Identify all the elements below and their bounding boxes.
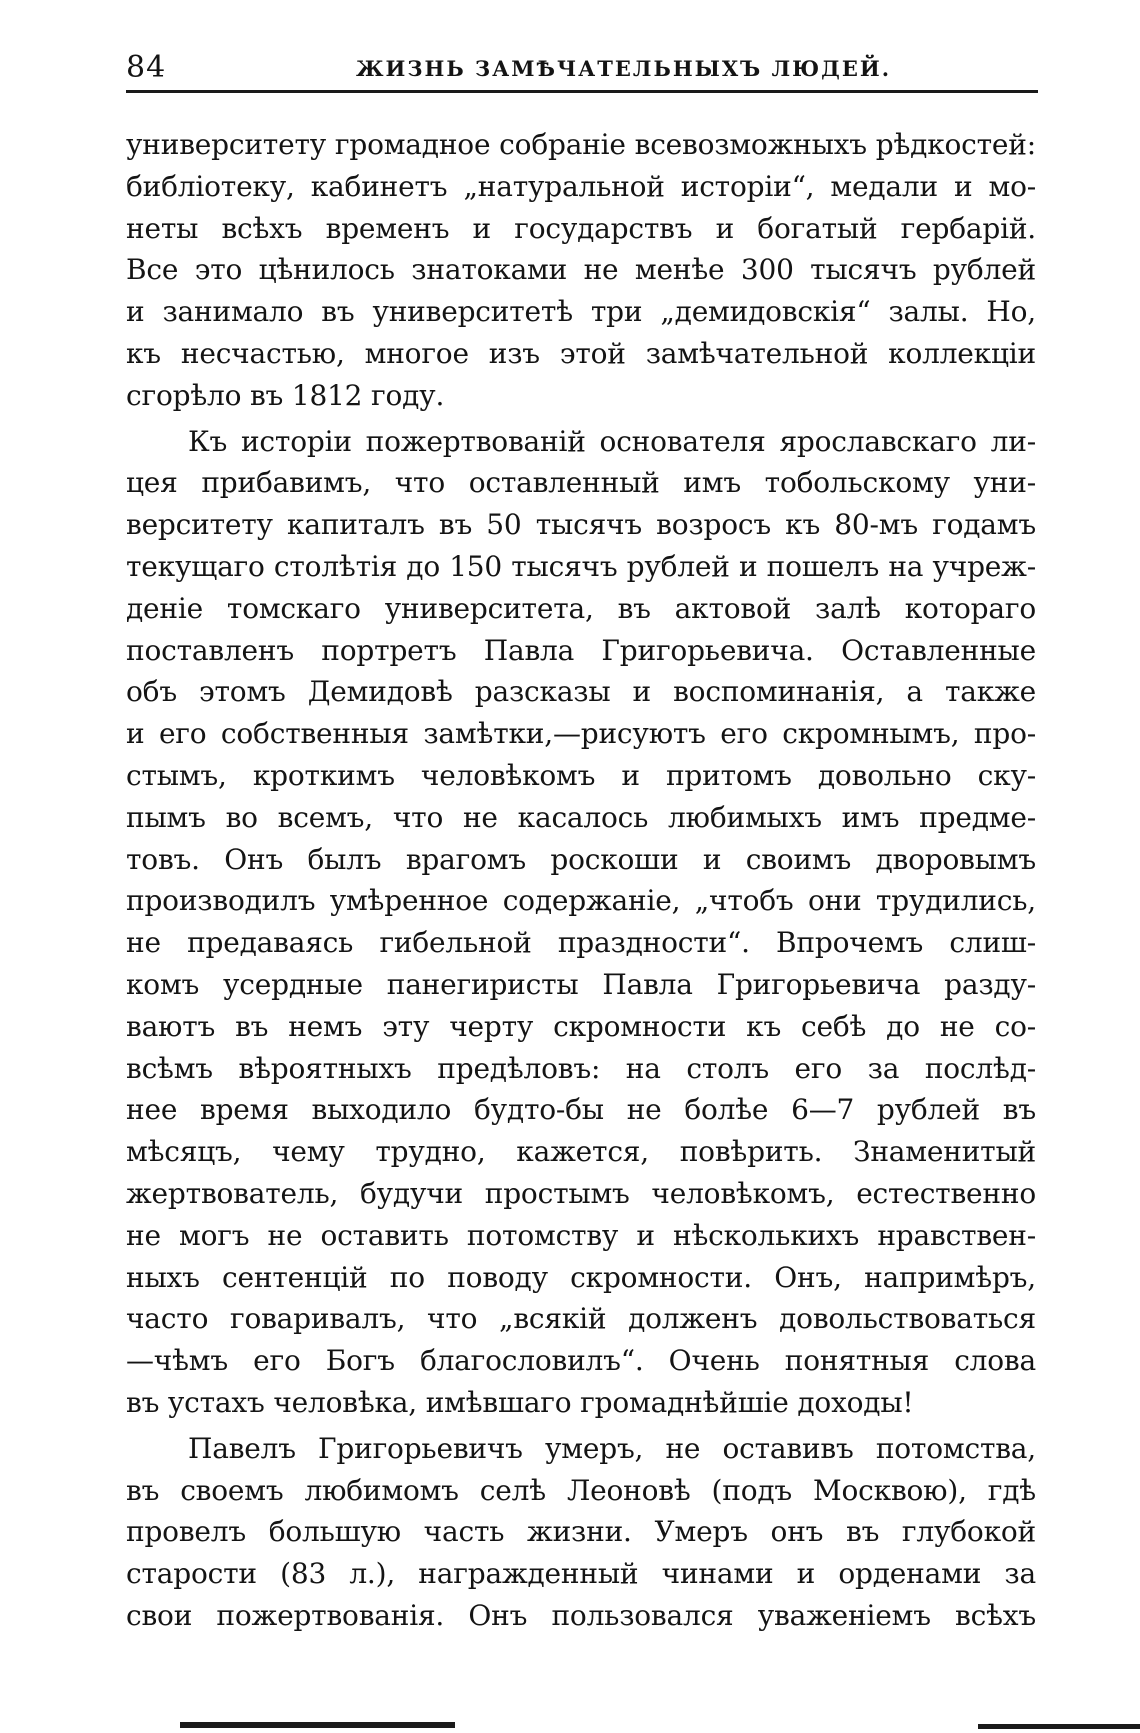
page-header [126, 48, 1036, 88]
paragraph [126, 1428, 1036, 1637]
text-line: всѣмъ вѣроятныхъ предѣловъ: на столъ его за послѣд- [126, 1051, 1036, 1085]
text-line: деніе томскаго университета, въ актовой залѣ котораго [126, 591, 1036, 625]
text-line: университету громадное собраніе всевозможныхъ рѣдкостей: [126, 128, 1036, 161]
page-number: 84 [126, 50, 167, 85]
text-line: ваютъ въ немъ эту черту скромности къ себѣ до не со- [126, 1009, 1036, 1043]
text-line: объ этомъ Демидовѣ разсказы и воспоминанія, а также [126, 675, 1036, 709]
text-line: свои пожертвованія. Онъ пользовался уваженіемъ всѣхъ [126, 1598, 1036, 1632]
text-line: часто говаривалъ, что „всякій долженъ довольствоваться [126, 1302, 1036, 1336]
text-line: ныхъ сентенцій по поводу скромности. Онъ, напримѣръ, [126, 1260, 1036, 1294]
text-line: въ устахъ человѣка, имѣвшаго громаднѣйшіе доходы! [126, 1385, 914, 1419]
text-line: нее время выходило будто-бы не болѣе 6—7 рублей въ [126, 1093, 1036, 1127]
text-line: мѣсяцъ, чему трудно, кажется, повѣрить. Знаменитый [126, 1135, 1036, 1169]
text-line: и занимало въ университетѣ три „демидовскія“ залы. Но, [126, 295, 1036, 329]
text-line: старости (83 л.), награжденный чинами и орденами за [126, 1557, 1036, 1591]
text-line: сгорѣло въ 1812 году. [126, 378, 445, 412]
text-line: провелъ большую часть жизни. Умеръ онъ въ глубокой [126, 1515, 1036, 1549]
text-line: стымъ, кроткимъ человѣкомъ и притомъ довольно ску- [126, 758, 1036, 792]
text-line: поставленъ портретъ Павла Григорьевича. Оставленные [126, 633, 1036, 667]
text-line: неты всѣхъ временъ и государствъ и богатый гербарій. [126, 211, 1036, 245]
paragraph [126, 421, 1036, 1424]
text-line: цея прибавимъ, что оставленный имъ тобольскому уни- [126, 466, 1036, 500]
text-line: пымъ во всемъ, что не касалось любимыхъ имъ предме- [126, 800, 1036, 834]
running-title: ЖИЗНЬ ЗАМѢЧАТЕЛЬНЫХЪ ЛЮДЕЙ. [356, 56, 892, 81]
text-line: Павелъ Григорьевичъ умеръ, не оставивъ потомства, [188, 1431, 1036, 1465]
text-line: верситету капиталъ въ 50 тысячъ возросъ къ 80-мъ годамъ [126, 508, 1036, 542]
paragraph [126, 124, 1036, 417]
bottom-edge-rule-left [180, 1722, 455, 1728]
text-line: —чѣмъ его Богъ благословилъ“. Очень понятныя слова [126, 1344, 1036, 1378]
text-line: производилъ умѣренное содержаніе, „чтобъ они трудились, [126, 884, 1036, 918]
text-line: не предаваясь гибельной праздности“. Впрочемъ слиш- [126, 926, 1036, 960]
body-text [126, 124, 1036, 1637]
text-line: товъ. Онъ былъ врагомъ роскоши и своимъ дворовымъ [126, 842, 1036, 876]
header-rule [126, 90, 1038, 93]
text-line: Къ исторіи пожертвованій основателя ярославскаго ли- [188, 424, 1036, 458]
text-line: библіотеку, кабинетъ „натуральной исторіи“, медали и мо- [126, 169, 1036, 203]
text-line: текущаго столѣтія до 150 тысячъ рублей и пошелъ на учреж- [126, 549, 1036, 583]
text-line: въ своемъ любимомъ селѣ Леоновѣ (подъ Москвою), гдѣ [126, 1473, 1036, 1507]
text-line: и его собственныя замѣтки,—рисуютъ его скромнымъ, про- [126, 717, 1036, 751]
text-line: не могъ не оставить потомству и нѣсколькихъ нравствен- [126, 1218, 1036, 1252]
text-line: Все это цѣнилось знатоками не менѣе 300 тысячъ рублей [126, 253, 1036, 287]
text-line: къ несчастью, многое изъ этой замѣчательной коллекціи [126, 336, 1036, 370]
text-line: комъ усердные панегиристы Павла Григорьевича разду- [126, 967, 1036, 1001]
text-line: жертвователь, будучи простымъ человѣкомъ, естественно [126, 1176, 1036, 1210]
bottom-edge-rule-right [978, 1724, 1140, 1729]
